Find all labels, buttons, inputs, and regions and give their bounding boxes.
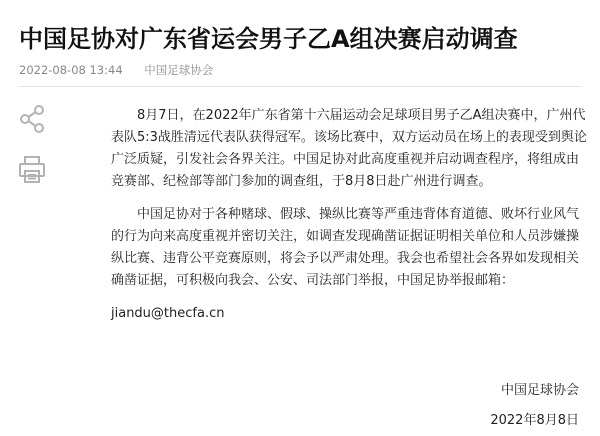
paragraph-statement: 中国足协对于各种赌球、假球、操纵比赛等严重违背体育道德、败坏行业风气的行为向来高度重视并密切关注，如调查发现确凿证据证明相关单位和人员涉嫌操纵比赛、违背公平竞赛原则，将会予以严肃处理。我会也希望社会各界如发现相关确凿证据，可积极向我会、公安、司法部门举报，中国足协举报邮箱： — [111, 207, 580, 288]
paragraph-investigation: 8月7日，在2022年广东省第十六届运动会足球项目男子乙A组决赛中，广州代表队5:3战胜清远代表队获得冠军。该场比赛中，双方运动员在场上的表现受到舆论广泛质疑，引发社会各界关注。中国足协对此高度重视并启动调查程序，将组成由竞赛部、纪检部等部门参加的调查组，于8月8日赴广州进行调查。 — [111, 108, 587, 189]
article-title: 中国足协对广东省运会男子乙A组决赛启动调查 — [19, 25, 518, 53]
print-icon[interactable] — [18, 154, 46, 184]
article-body — [111, 105, 589, 336]
article-meta — [19, 62, 213, 78]
share-icon[interactable] — [18, 104, 46, 134]
report-email[interactable]: jiandu@thecfa.cn — [111, 306, 225, 321]
header-divider — [19, 86, 581, 87]
signature-org: 中国足球协会 — [500, 383, 579, 398]
publish-date: 2022-08-08 13:44 — [19, 63, 123, 77]
signature-date: 2022年8月8日 — [490, 413, 579, 428]
article-source[interactable]: 中国足球协会 — [144, 63, 214, 77]
